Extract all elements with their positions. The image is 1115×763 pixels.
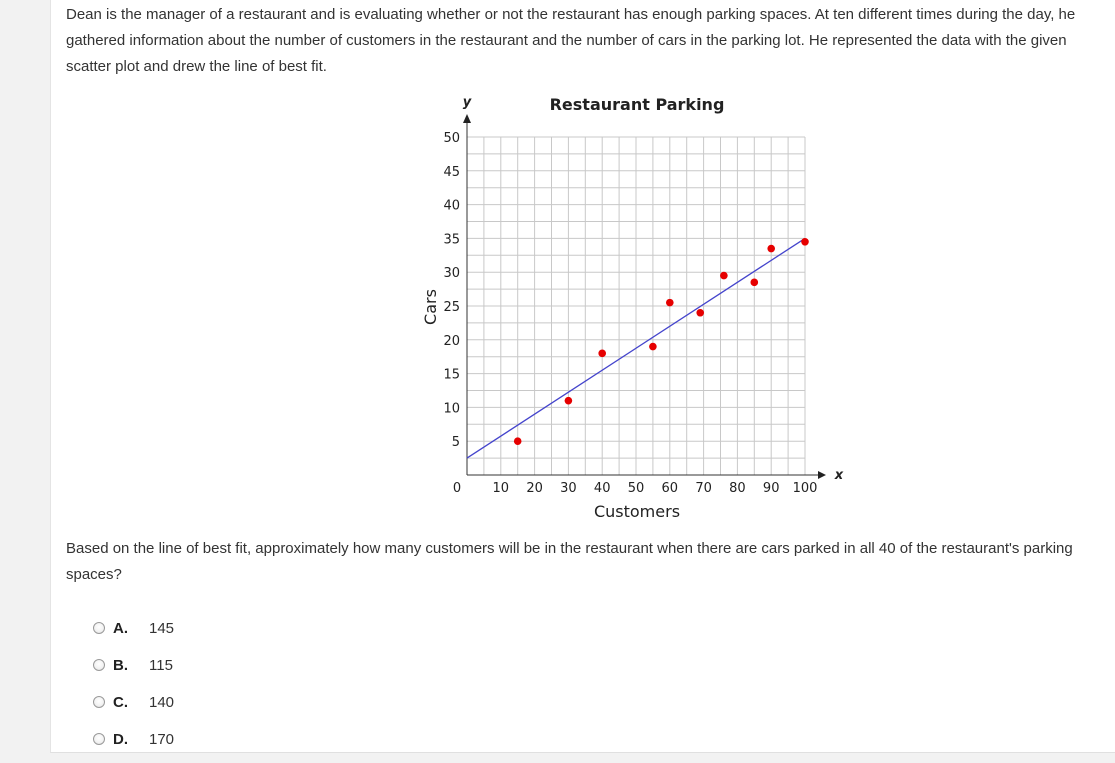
radio-button-icon[interactable]: [93, 659, 105, 671]
choice-text: 115: [149, 656, 173, 674]
x-tick-label: 60: [661, 481, 679, 496]
x-tick-label: 90: [762, 481, 780, 496]
chart-title: Restaurant Parking: [549, 95, 725, 114]
data-point: [696, 309, 704, 317]
data-point: [720, 272, 728, 280]
y-tick-label: 45: [443, 164, 460, 180]
y-axis-arrow: [463, 114, 471, 123]
y-tick-label: 15: [443, 367, 460, 383]
y-tick-label: 20: [443, 333, 460, 349]
x-tick-label: 70: [695, 481, 712, 496]
chart-grid: [467, 137, 805, 475]
data-point: [598, 350, 606, 358]
x-tick-label: 100: [792, 481, 818, 496]
y-tick-label: 50: [443, 131, 460, 146]
choice-letter: D.: [113, 730, 128, 748]
x-tick-label: 20: [526, 481, 543, 496]
y-tick-label: 30: [443, 266, 460, 282]
choice-text: 145: [149, 619, 175, 637]
data-point: [666, 299, 674, 307]
data-point: [801, 238, 809, 246]
data-point: [751, 279, 759, 287]
scatter-chart: [361, 88, 851, 528]
data-point: [565, 397, 573, 405]
radio-button-icon[interactable]: [93, 696, 105, 708]
question-prompt: Based on the line of best fit, approximately how many customers will be in the restaurant when there are cars parked in all 40 of the restaurant's parking spaces?: [66, 540, 1073, 583]
x-tick-label: 40: [593, 481, 611, 496]
choice-c[interactable]: [93, 691, 174, 713]
data-point: [514, 437, 522, 445]
y-axis-letter: y: [462, 95, 472, 110]
choice-letter: C.: [113, 693, 128, 711]
origin-label: 0: [452, 481, 462, 496]
x-axis-letter: x: [834, 468, 844, 483]
choice-b[interactable]: [93, 654, 173, 676]
data-points: [514, 238, 809, 445]
radio-button-icon[interactable]: [93, 622, 105, 634]
x-tick-label: 50: [627, 481, 645, 496]
choice-a[interactable]: [93, 617, 174, 639]
choice-text: 170: [149, 730, 175, 748]
x-tick-label: 10: [492, 481, 510, 496]
x-tick-label: 80: [729, 481, 746, 496]
choice-text: 140: [149, 693, 175, 711]
data-point: [649, 343, 657, 351]
y-tick-label: 10: [443, 401, 460, 417]
choice-d[interactable]: [93, 728, 174, 750]
question-intro: Dean is the manager of a restaurant and is evaluating whether or not the restaurant has enough parking spaces. At ten different times during the day, he gathered information about the number of customers in the restaurant and the number of cars in the parking lot. He represented the data with the given scatter plot and drew the line of best fit.: [66, 6, 1076, 75]
y-tick-label: 5: [451, 435, 460, 451]
y-tick-label: 40: [443, 198, 460, 214]
radio-button-icon[interactable]: [93, 733, 105, 745]
choice-letter: B.: [113, 656, 128, 674]
choice-letter: A.: [113, 619, 128, 637]
y-tick-label: 35: [443, 232, 460, 248]
data-point: [767, 245, 775, 253]
x-axis-title: Customers: [593, 502, 681, 521]
y-tick-label: 25: [443, 300, 460, 315]
x-tick-label: 30: [560, 481, 577, 496]
y-axis-title: Cars: [421, 289, 440, 325]
question-card: [50, 0, 1115, 753]
x-axis-arrow: [818, 471, 826, 479]
